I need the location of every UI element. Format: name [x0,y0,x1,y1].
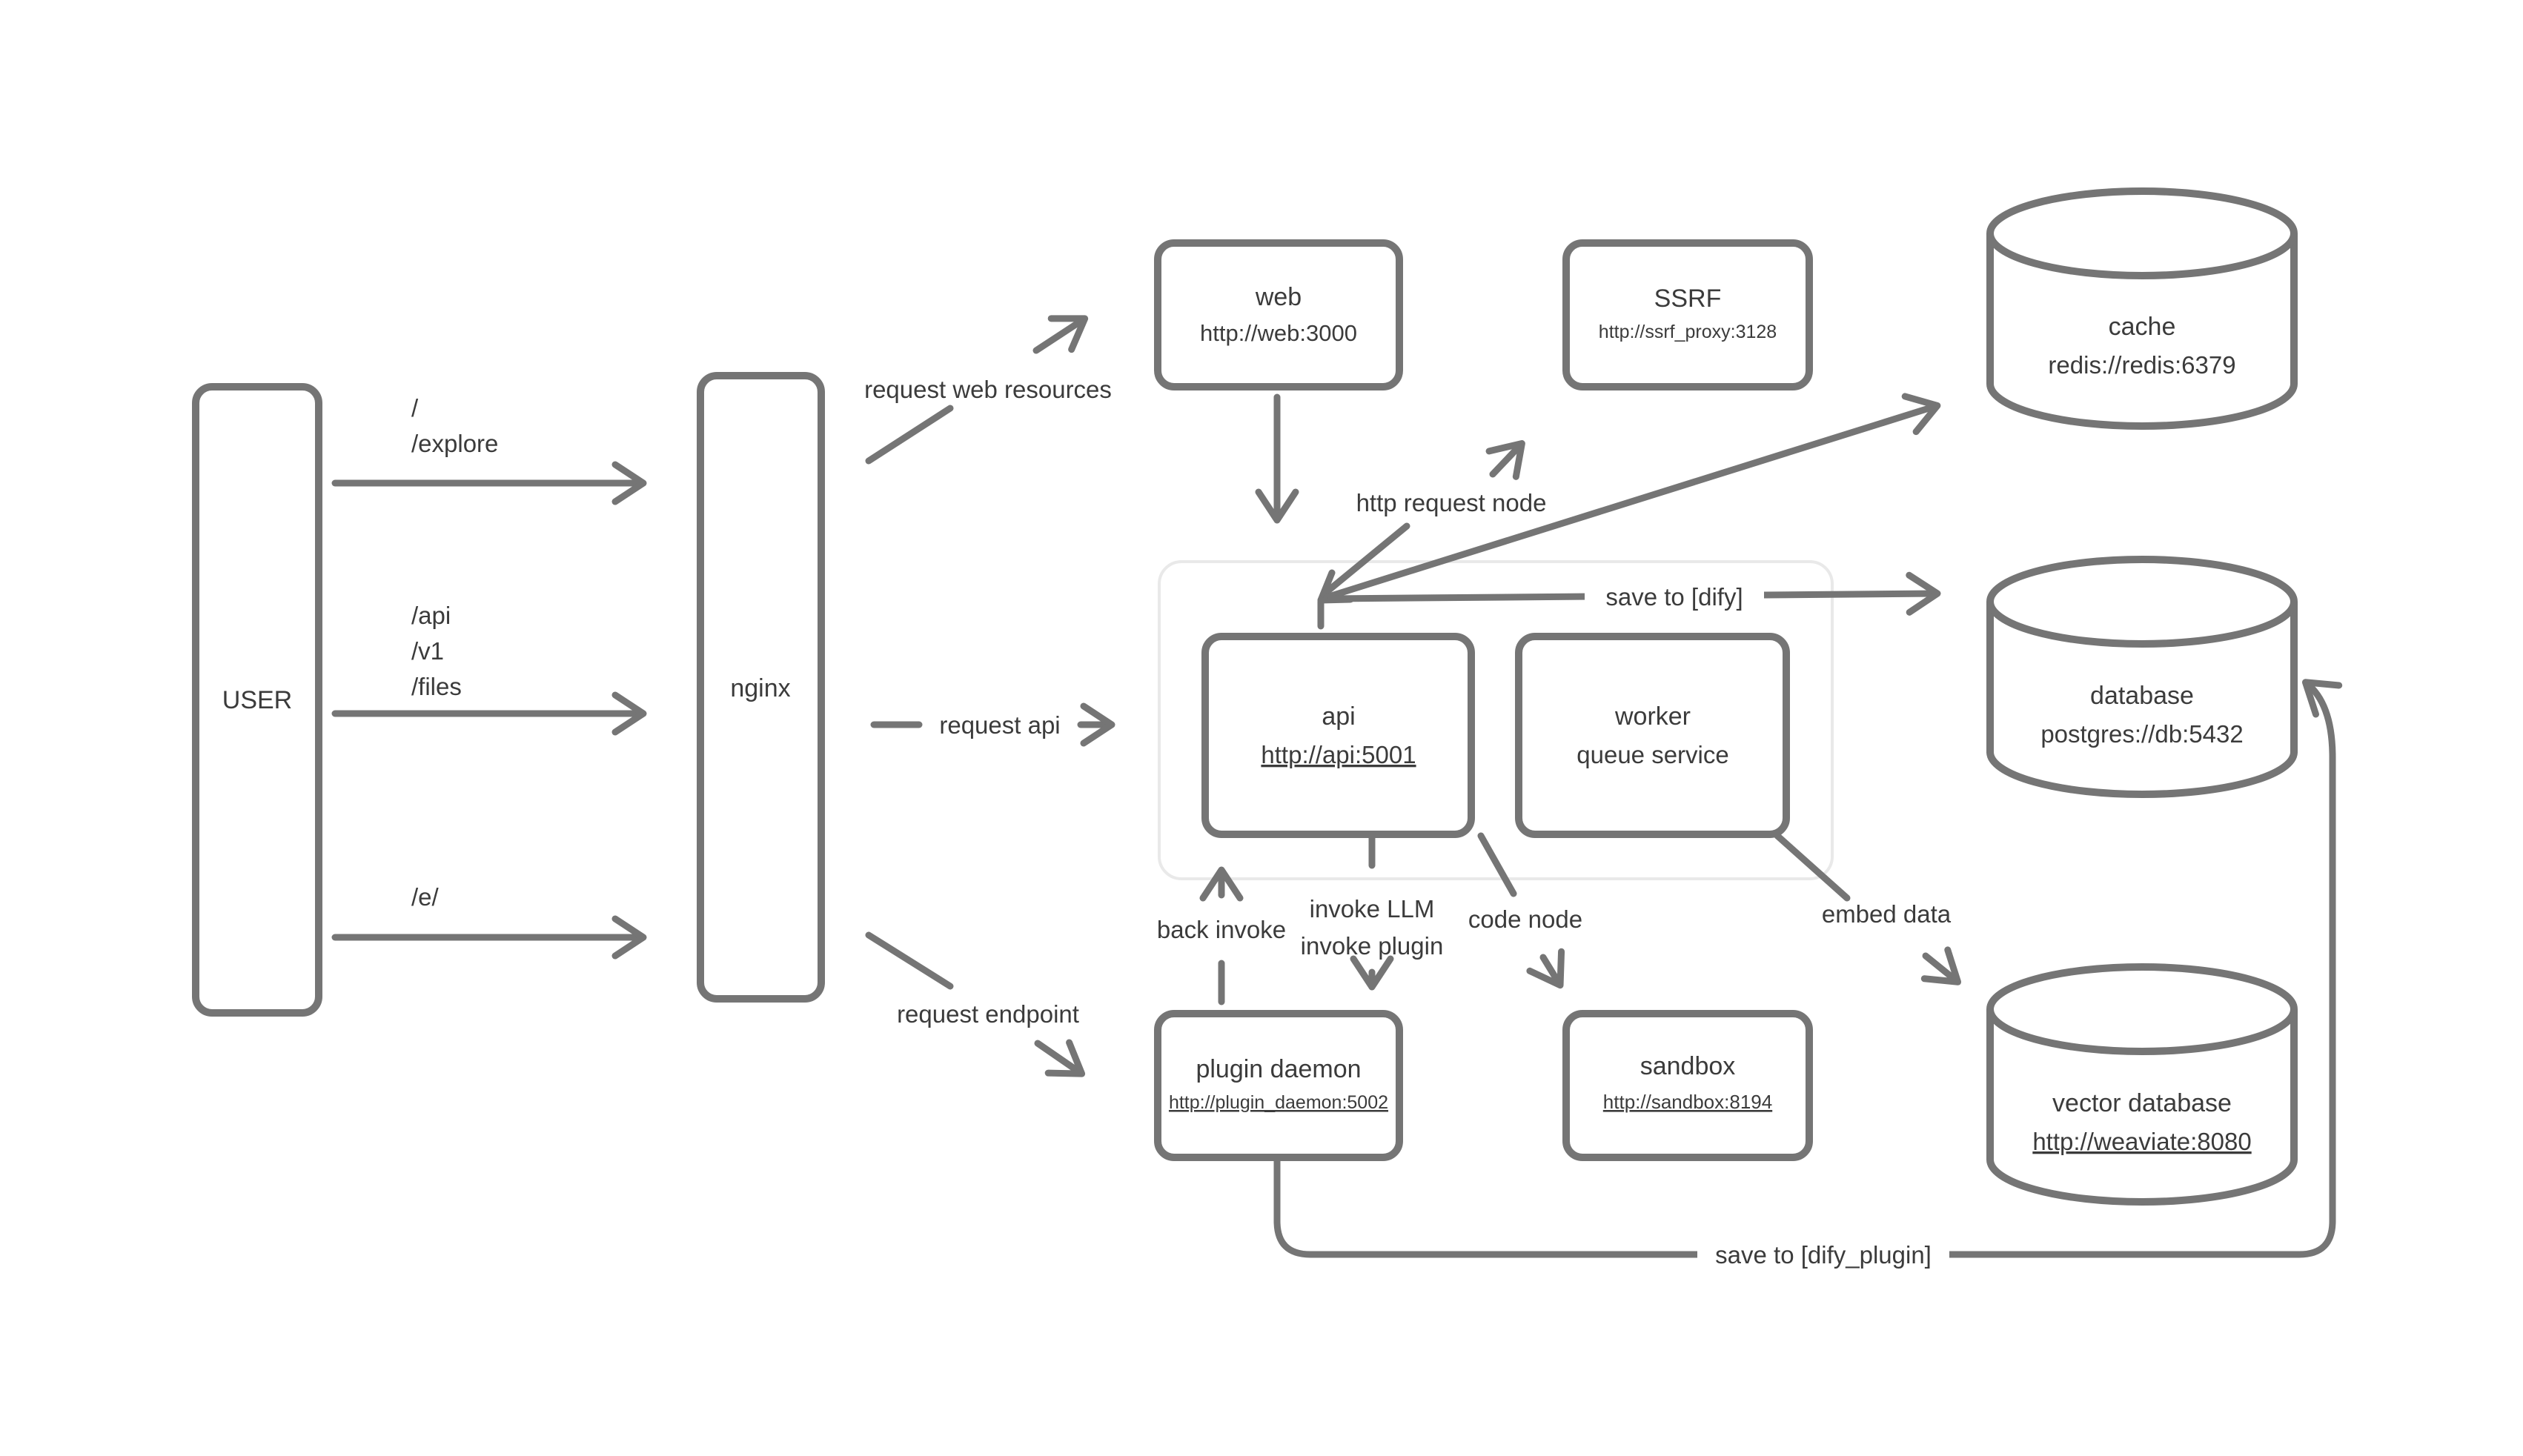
label-request-web-resources: request web resources [864,376,1112,403]
node-ssrf [1566,243,1809,387]
node-plugin-daemon [1158,1014,1399,1157]
edge-nginx-web-seg1 [869,408,950,461]
label-save-to-dify-plugin: save to [dify_plugin] [1715,1241,1932,1269]
edge-nginx-plugin-seg2 [1038,1043,1081,1073]
node-sandbox [1566,1014,1809,1157]
label-route-files: /files [411,673,462,700]
node-api-url: http://api:5001 [1261,741,1416,768]
node-nginx-label: nginx [730,674,791,702]
vector-database-cylinder-top [1990,967,2294,1051]
node-web [1158,243,1399,387]
label-back-invoke: back invoke [1156,916,1287,943]
node-api [1205,636,1471,834]
node-plugin-daemon-url: http://plugin_daemon:5002 [1168,1092,1389,1113]
label-route-v1: /v1 [411,637,445,665]
label-invoke-llm: invoke LLM [1309,895,1435,923]
label-code-node: code node [1468,905,1583,933]
label-route-api: /api [411,602,451,629]
node-sandbox-label: sandbox [1640,1052,1736,1080]
node-cache-label: cache [2108,313,2176,341]
label-route-root: / [411,394,419,422]
node-ssrf-url: http://ssrf_proxy:3128 [1598,322,1777,342]
node-ssrf-label: SSRF [1654,285,1722,313]
node-worker [1519,636,1786,834]
node-worker-sublabel: queue service [1577,741,1729,768]
edge-nginx-web-seg2 [1036,319,1084,350]
label-route-e: /e/ [411,883,439,911]
node-vector-database-label: vector database [2052,1089,2232,1117]
node-web-label: web [1255,283,1302,311]
label-request-endpoint: request endpoint [897,1000,1079,1028]
label-save-to-dify: save to [dify] [1605,583,1743,611]
node-api-label: api [1322,702,1356,731]
label-route-explore: /explore [411,430,499,457]
node-cache-url: redis://redis:6379 [2048,351,2236,379]
edge-worker-vectordb-seg2 [1926,956,1957,981]
node-sandbox-url: http://sandbox:8194 [1602,1091,1773,1113]
label-http-request-node: http request node [1356,489,1547,516]
node-database-url: postgres://db:5432 [2040,720,2244,748]
nodes [196,191,2294,1202]
edge-api-sandbox-seg2 [1543,957,1559,984]
cache-cylinder-top [1990,191,2294,276]
edge-api-ssrf-seg2 [1493,445,1521,474]
database-cylinder-top [1990,559,2294,644]
label-embed-data: embed data [1821,900,1952,928]
node-cache [1990,191,2294,426]
label-invoke-plugin: invoke plugin [1300,932,1444,960]
label-request-api: request api [939,711,1061,739]
node-vector-database-url: http://weaviate:8080 [2032,1128,2252,1155]
node-web-url: http://web:3000 [1200,320,1357,346]
node-database [1990,559,2294,794]
node-database-label: database [2090,682,2194,710]
node-plugin-daemon-label: plugin daemon [1196,1055,1362,1083]
node-vector-database [1990,967,2294,1202]
edge-nginx-plugin-seg1 [869,935,950,986]
node-user-label: USER [222,686,293,714]
node-worker-label: worker [1614,702,1691,731]
